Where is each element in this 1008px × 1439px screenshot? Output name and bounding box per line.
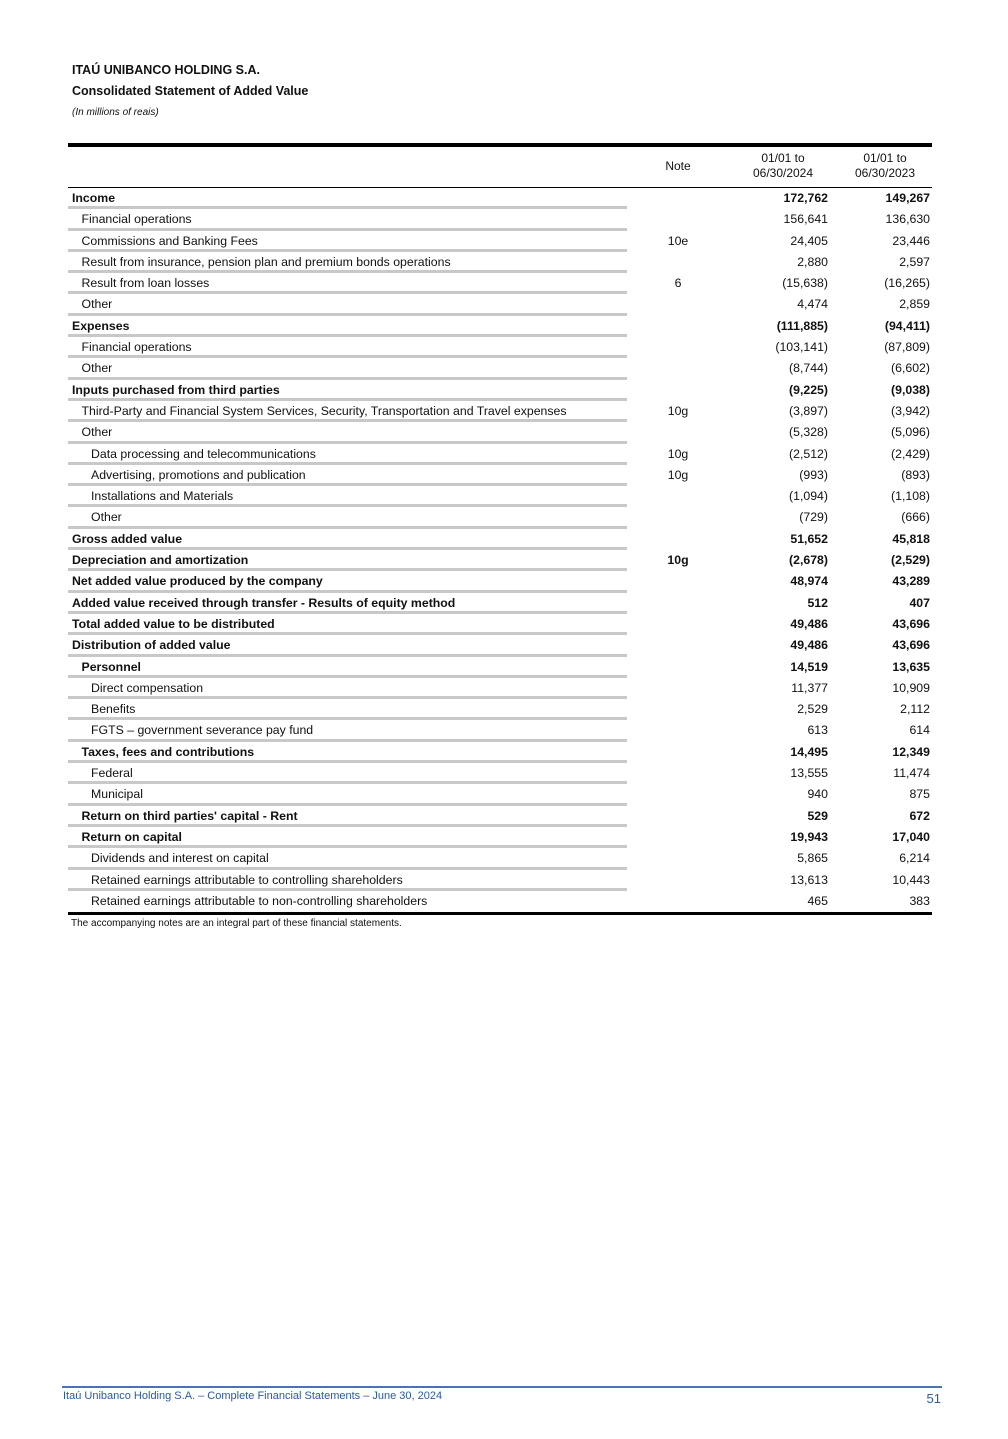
row-value-2023: (5,096) <box>891 425 930 440</box>
row-value-2023: (94,411) <box>884 318 930 333</box>
row-value-2023: 383 <box>909 893 930 908</box>
row-value-2023: (6,602) <box>891 361 930 376</box>
row-label: Net added value produced by the company <box>72 574 323 589</box>
row-note: 10e <box>667 233 689 248</box>
row-label: Commissions and Banking Fees <box>81 233 258 248</box>
row-value-2023: (666) <box>901 510 930 525</box>
row-value-2024: 156,641 <box>783 212 828 227</box>
table-row <box>68 891 932 912</box>
row-value-2024: 4,474 <box>797 297 828 312</box>
note-column-header: Note <box>665 159 691 173</box>
row-label: Taxes, fees and contributions <box>81 744 255 759</box>
row-value-2024: (993) <box>799 467 828 482</box>
row-label: Advertising, promotions and publication <box>91 467 306 482</box>
row-value-2024: 14,519 <box>790 659 828 674</box>
row-label: Return on third parties' capital - Rent <box>81 808 298 823</box>
row-value-2023: (16,265) <box>884 276 930 291</box>
company-name: ITAÚ UNIBANCO HOLDING S.A. <box>72 63 260 77</box>
table-row <box>68 252 932 273</box>
row-value-2023: (87,809) <box>884 340 930 355</box>
row-value-2023: (3,942) <box>891 403 930 418</box>
added-value-table <box>68 143 932 929</box>
row-value-2024: 940 <box>807 787 828 802</box>
row-value-2024: 19,943 <box>790 829 828 844</box>
row-value-2024: 11,377 <box>791 680 828 695</box>
row-value-2023: 43,696 <box>892 638 930 653</box>
row-value-2023: 43,289 <box>892 574 930 589</box>
row-value-2024: 2,880 <box>797 254 828 269</box>
row-label: Municipal <box>91 787 143 802</box>
row-label: FGTS – government severance pay fund <box>91 723 314 738</box>
row-label: Other <box>81 361 113 376</box>
row-value-2024: 14,495 <box>790 744 828 759</box>
row-label: Personnel <box>81 659 141 674</box>
row-value-2024: 512 <box>807 595 828 610</box>
table-row <box>68 358 932 379</box>
period-2024-line2: 06/30/2024 <box>752 166 814 180</box>
table-row <box>68 870 932 891</box>
table-row <box>68 657 932 678</box>
table-body <box>68 188 932 912</box>
unit-note: (In millions of reais) <box>72 107 159 118</box>
row-value-2023: (2,529) <box>891 553 930 568</box>
period-2023-header <box>840 151 930 181</box>
row-label: Federal <box>91 766 133 781</box>
row-label: Other <box>91 510 122 525</box>
row-value-2024: 48,974 <box>790 574 828 589</box>
row-value-2023: (2,429) <box>891 446 930 461</box>
row-label: Dividends and interest on capital <box>91 851 269 866</box>
row-value-2024: 529 <box>807 808 828 823</box>
table-row <box>68 678 932 699</box>
row-value-2024: (3,897) <box>789 403 828 418</box>
table-row <box>68 465 932 486</box>
row-value-2024: 172,762 <box>783 191 828 205</box>
row-value-2024: (9,225) <box>789 382 828 397</box>
row-value-2024: (15,638) <box>782 276 828 291</box>
table-row <box>68 273 932 294</box>
row-value-2024: (5,328) <box>789 425 828 440</box>
row-label: Other <box>81 425 113 440</box>
page-number: 51 <box>926 1391 941 1406</box>
table-row <box>68 444 932 465</box>
period-2023-line1: 01/01 to <box>863 151 907 165</box>
row-value-2024: (2,512) <box>789 446 828 461</box>
row-value-2023: 875 <box>909 787 930 802</box>
row-value-2023: 2,597 <box>899 254 930 269</box>
table-row <box>68 635 932 656</box>
table-row <box>68 699 932 720</box>
table-row <box>68 571 932 592</box>
row-note: 10g <box>667 403 689 418</box>
row-label: Income <box>72 191 116 205</box>
row-label: Benefits <box>91 702 136 717</box>
row-label: Gross added value <box>72 531 183 546</box>
row-value-2023: 17,040 <box>892 829 930 844</box>
table-row <box>68 380 932 401</box>
row-value-2023: 10,443 <box>892 872 930 887</box>
row-value-2024: 2,529 <box>797 702 828 717</box>
row-value-2023: 23,446 <box>892 233 930 248</box>
table-row <box>68 316 932 337</box>
row-value-2024: 24,405 <box>790 233 828 248</box>
row-value-2024: (1,094) <box>789 489 828 504</box>
period-2024-line1: 01/01 to <box>761 151 805 165</box>
table-row <box>68 848 932 869</box>
row-value-2024: 13,613 <box>790 872 828 887</box>
row-value-2023: 2,112 <box>900 702 930 717</box>
table-row <box>68 337 932 358</box>
table-row <box>68 806 932 827</box>
row-value-2024: 49,486 <box>790 616 828 631</box>
table-row <box>68 763 932 784</box>
statement-title: Consolidated Statement of Added Value <box>72 84 309 98</box>
footnote: The accompanying notes are an integral part of these financial statements. <box>71 918 402 930</box>
row-label: Data processing and telecommunications <box>91 446 316 461</box>
table-row <box>68 188 932 209</box>
row-value-2024: (2,678) <box>789 553 828 568</box>
row-value-2023: (9,038) <box>891 382 930 397</box>
row-label: Installations and Materials <box>91 489 234 504</box>
table-header <box>68 147 932 188</box>
row-label: Result from insurance, pension plan and premium bonds operations <box>81 254 451 269</box>
table-row <box>68 401 932 422</box>
table-row <box>68 529 932 550</box>
row-value-2024: 465 <box>807 893 828 908</box>
row-label: Total added value to be distributed <box>72 616 275 631</box>
table-row <box>68 593 932 614</box>
row-value-2023: 6,214 <box>899 851 930 866</box>
row-label: Other <box>81 297 113 312</box>
row-value-2024: 51,652 <box>790 531 828 546</box>
table-row <box>68 720 932 741</box>
row-label: Financial operations <box>81 340 192 355</box>
row-value-2023: 149,267 <box>885 191 930 205</box>
row-note: 6 <box>674 276 682 291</box>
row-label: Direct compensation <box>91 680 204 695</box>
table-row <box>68 784 932 805</box>
row-label: Return on capital <box>81 829 182 844</box>
row-value-2023: 136,630 <box>885 212 930 227</box>
row-value-2023: 407 <box>909 595 930 610</box>
row-label: Retained earnings attributable to controlling shareholders <box>91 872 403 887</box>
row-value-2023: 11,474 <box>893 766 930 781</box>
row-value-2024: 613 <box>807 723 828 738</box>
row-note: 10g <box>667 467 689 482</box>
footer-text: Itaú Unibanco Holding S.A. – Complete Financial Statements – June 30, 2024 <box>63 1390 443 1402</box>
row-value-2023: (893) <box>901 467 930 482</box>
row-value-2024: (111,885) <box>776 318 828 333</box>
row-label: Result from loan losses <box>81 276 210 291</box>
row-label: Inputs purchased from third parties <box>72 382 280 397</box>
row-value-2023: 12,349 <box>892 744 930 759</box>
row-label: Added value received through transfer - Results of equity method <box>72 595 456 610</box>
row-value-2023: 13,635 <box>892 659 930 674</box>
row-value-2024: 13,555 <box>790 766 828 781</box>
period-2024-header <box>738 151 828 181</box>
row-label: Financial operations <box>81 212 192 227</box>
row-label: Depreciation and amortization <box>72 553 249 568</box>
table-row <box>68 614 932 635</box>
table-bottom-rule <box>68 912 932 915</box>
period-2023-line2: 06/30/2023 <box>854 166 916 180</box>
row-value-2023: 672 <box>909 808 930 823</box>
footer-rule <box>62 1386 942 1388</box>
row-label: Distribution of added value <box>72 638 231 653</box>
table-row <box>68 422 932 443</box>
table-row <box>68 294 932 315</box>
row-note: 10g <box>667 553 689 568</box>
table-row <box>68 486 932 507</box>
row-value-2024: (8,744) <box>789 361 828 376</box>
row-value-2023: 2,859 <box>899 297 930 312</box>
row-value-2023: 45,818 <box>892 531 930 546</box>
table-row <box>68 550 932 571</box>
row-value-2023: 43,696 <box>892 616 930 631</box>
table-row <box>68 507 932 528</box>
row-label: Retained earnings attributable to non-controlling shareholders <box>91 893 428 908</box>
row-value-2024: (103,141) <box>775 340 828 355</box>
row-value-2024: (729) <box>799 510 828 525</box>
row-value-2023: 614 <box>909 723 930 738</box>
row-note: 10g <box>667 446 689 461</box>
row-value-2023: 10,909 <box>892 680 930 695</box>
row-value-2024: 5,865 <box>797 851 828 866</box>
table-row <box>68 827 932 848</box>
table-row <box>68 742 932 763</box>
row-label: Expenses <box>72 318 130 333</box>
table-row <box>68 209 932 230</box>
row-label: Third-Party and Financial System Services, Security, Transportation and Travel expenses <box>81 403 567 418</box>
table-row <box>68 231 932 252</box>
row-value-2023: (1,108) <box>891 489 930 504</box>
row-value-2024: 49,486 <box>790 638 828 653</box>
